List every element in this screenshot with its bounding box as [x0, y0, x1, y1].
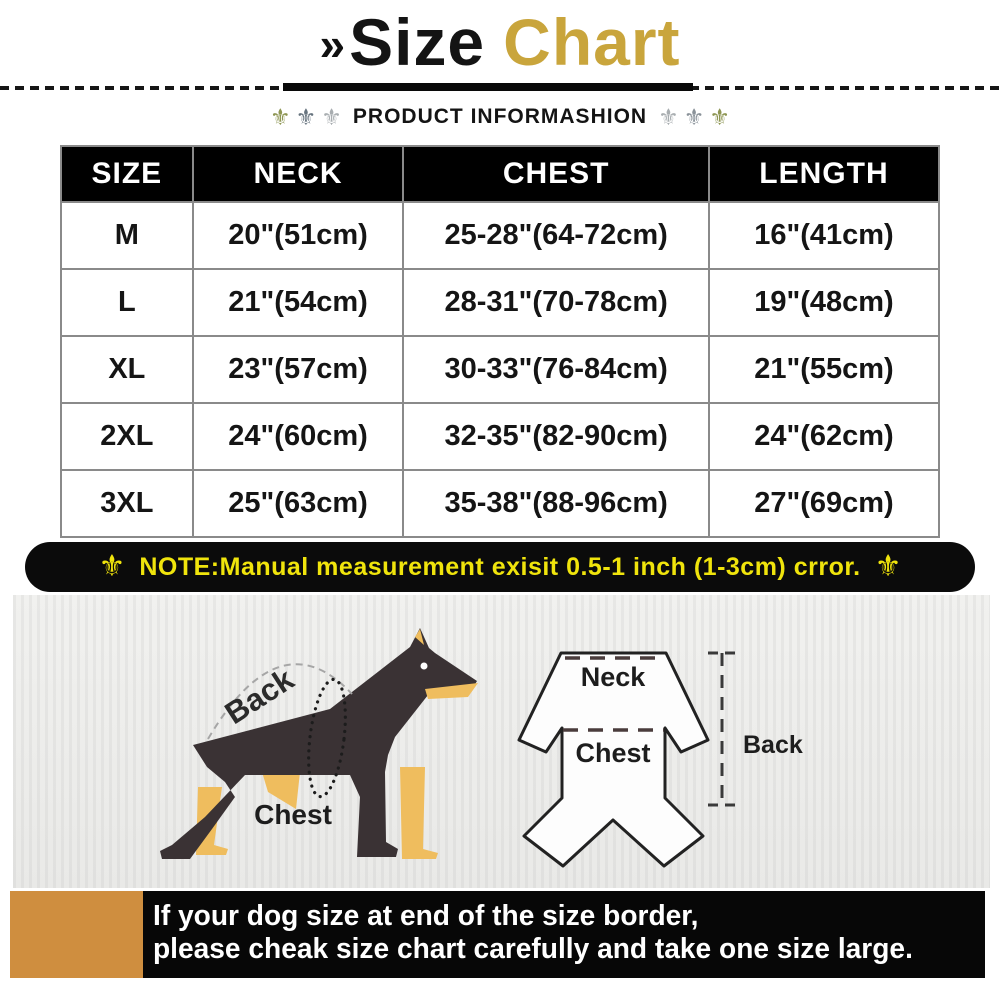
page-title	[0, 0, 1000, 84]
cell-length: 16"(41cm)	[709, 202, 939, 269]
fleur-de-lis-icon: ⚜	[270, 103, 291, 130]
fleur-de-lis-icon: ⚜	[683, 103, 705, 130]
fleur-de-lis-icon: ⚜	[658, 103, 679, 130]
measurement-diagram-panel	[13, 595, 990, 888]
table-header-size: SIZE	[61, 146, 193, 202]
fleur-de-lis-icon: ⚜	[295, 103, 317, 130]
table-header-chest: CHEST	[403, 146, 709, 202]
cell-neck: 21"(54cm)	[193, 269, 404, 336]
note-banner	[25, 542, 975, 592]
dog-measurement-diagram	[155, 607, 515, 887]
chevrons-icon: »	[319, 18, 346, 70]
garment-back-label: Back	[743, 731, 803, 759]
dog-back-label: Back	[218, 661, 300, 732]
table-row	[61, 202, 939, 269]
title-gold: Chart	[503, 5, 681, 79]
solid-divider-bar	[283, 83, 693, 91]
table-row	[61, 403, 939, 470]
cell-length: 24"(62cm)	[709, 403, 939, 470]
garment-neck-label: Neck	[580, 662, 646, 692]
cell-neck: 24"(60cm)	[193, 403, 404, 470]
footer-line-1: If your dog size at end of the size border,	[153, 900, 699, 932]
cell-length: 27"(69cm)	[709, 470, 939, 537]
cell-neck: 23"(57cm)	[193, 336, 404, 403]
fleur-de-lis-icon: ⚜	[874, 550, 902, 583]
cell-chest: 25-28"(64-72cm)	[403, 202, 709, 269]
footer-banner	[143, 891, 985, 978]
cell-neck: 20"(51cm)	[193, 202, 404, 269]
cell-size: 2XL	[61, 403, 193, 470]
title-word-size: Size	[349, 5, 486, 79]
garment-chest-label: Chest	[575, 738, 651, 768]
cell-length: 19"(48cm)	[709, 269, 939, 336]
table-row	[61, 470, 939, 537]
size-chart-table	[60, 145, 940, 538]
dog-chest-label: Chest	[254, 799, 332, 830]
cell-chest: 30-33"(76-84cm)	[403, 336, 709, 403]
fleur-de-lis-icon: ⚜	[709, 103, 730, 130]
table-header-row	[61, 146, 939, 202]
garment-pattern-diagram	[505, 640, 835, 885]
cell-chest: 35-38"(88-96cm)	[403, 470, 709, 537]
subtitle	[0, 101, 1000, 133]
cell-size: L	[61, 269, 193, 336]
footer-line-2: please cheak size chart carefully and take one size large.	[153, 933, 913, 965]
cell-size: 3XL	[61, 470, 193, 537]
table-header-length: LENGTH	[709, 146, 939, 202]
table-header-neck: NECK	[193, 146, 404, 202]
footer-accent-block	[10, 891, 143, 978]
dog-far-front-leg	[400, 767, 438, 859]
cell-size: M	[61, 202, 193, 269]
note-text: NOTE:Manual measurement exisit 0.5-1 inch (1-3cm) crror.	[139, 552, 861, 581]
dog-eye	[421, 663, 428, 670]
subtitle-label: PRODUCT INFORMASHION	[352, 105, 648, 128]
cell-chest: 32-35"(82-90cm)	[403, 403, 709, 470]
cell-length: 21"(55cm)	[709, 336, 939, 403]
table-row	[61, 336, 939, 403]
fleur-de-lis-icon: ⚜	[321, 103, 342, 130]
fleur-de-lis-icon: ⚜	[98, 550, 126, 583]
table-row	[61, 269, 939, 336]
cell-neck: 25"(63cm)	[193, 470, 404, 537]
cell-size: XL	[61, 336, 193, 403]
cell-chest: 28-31"(70-78cm)	[403, 269, 709, 336]
